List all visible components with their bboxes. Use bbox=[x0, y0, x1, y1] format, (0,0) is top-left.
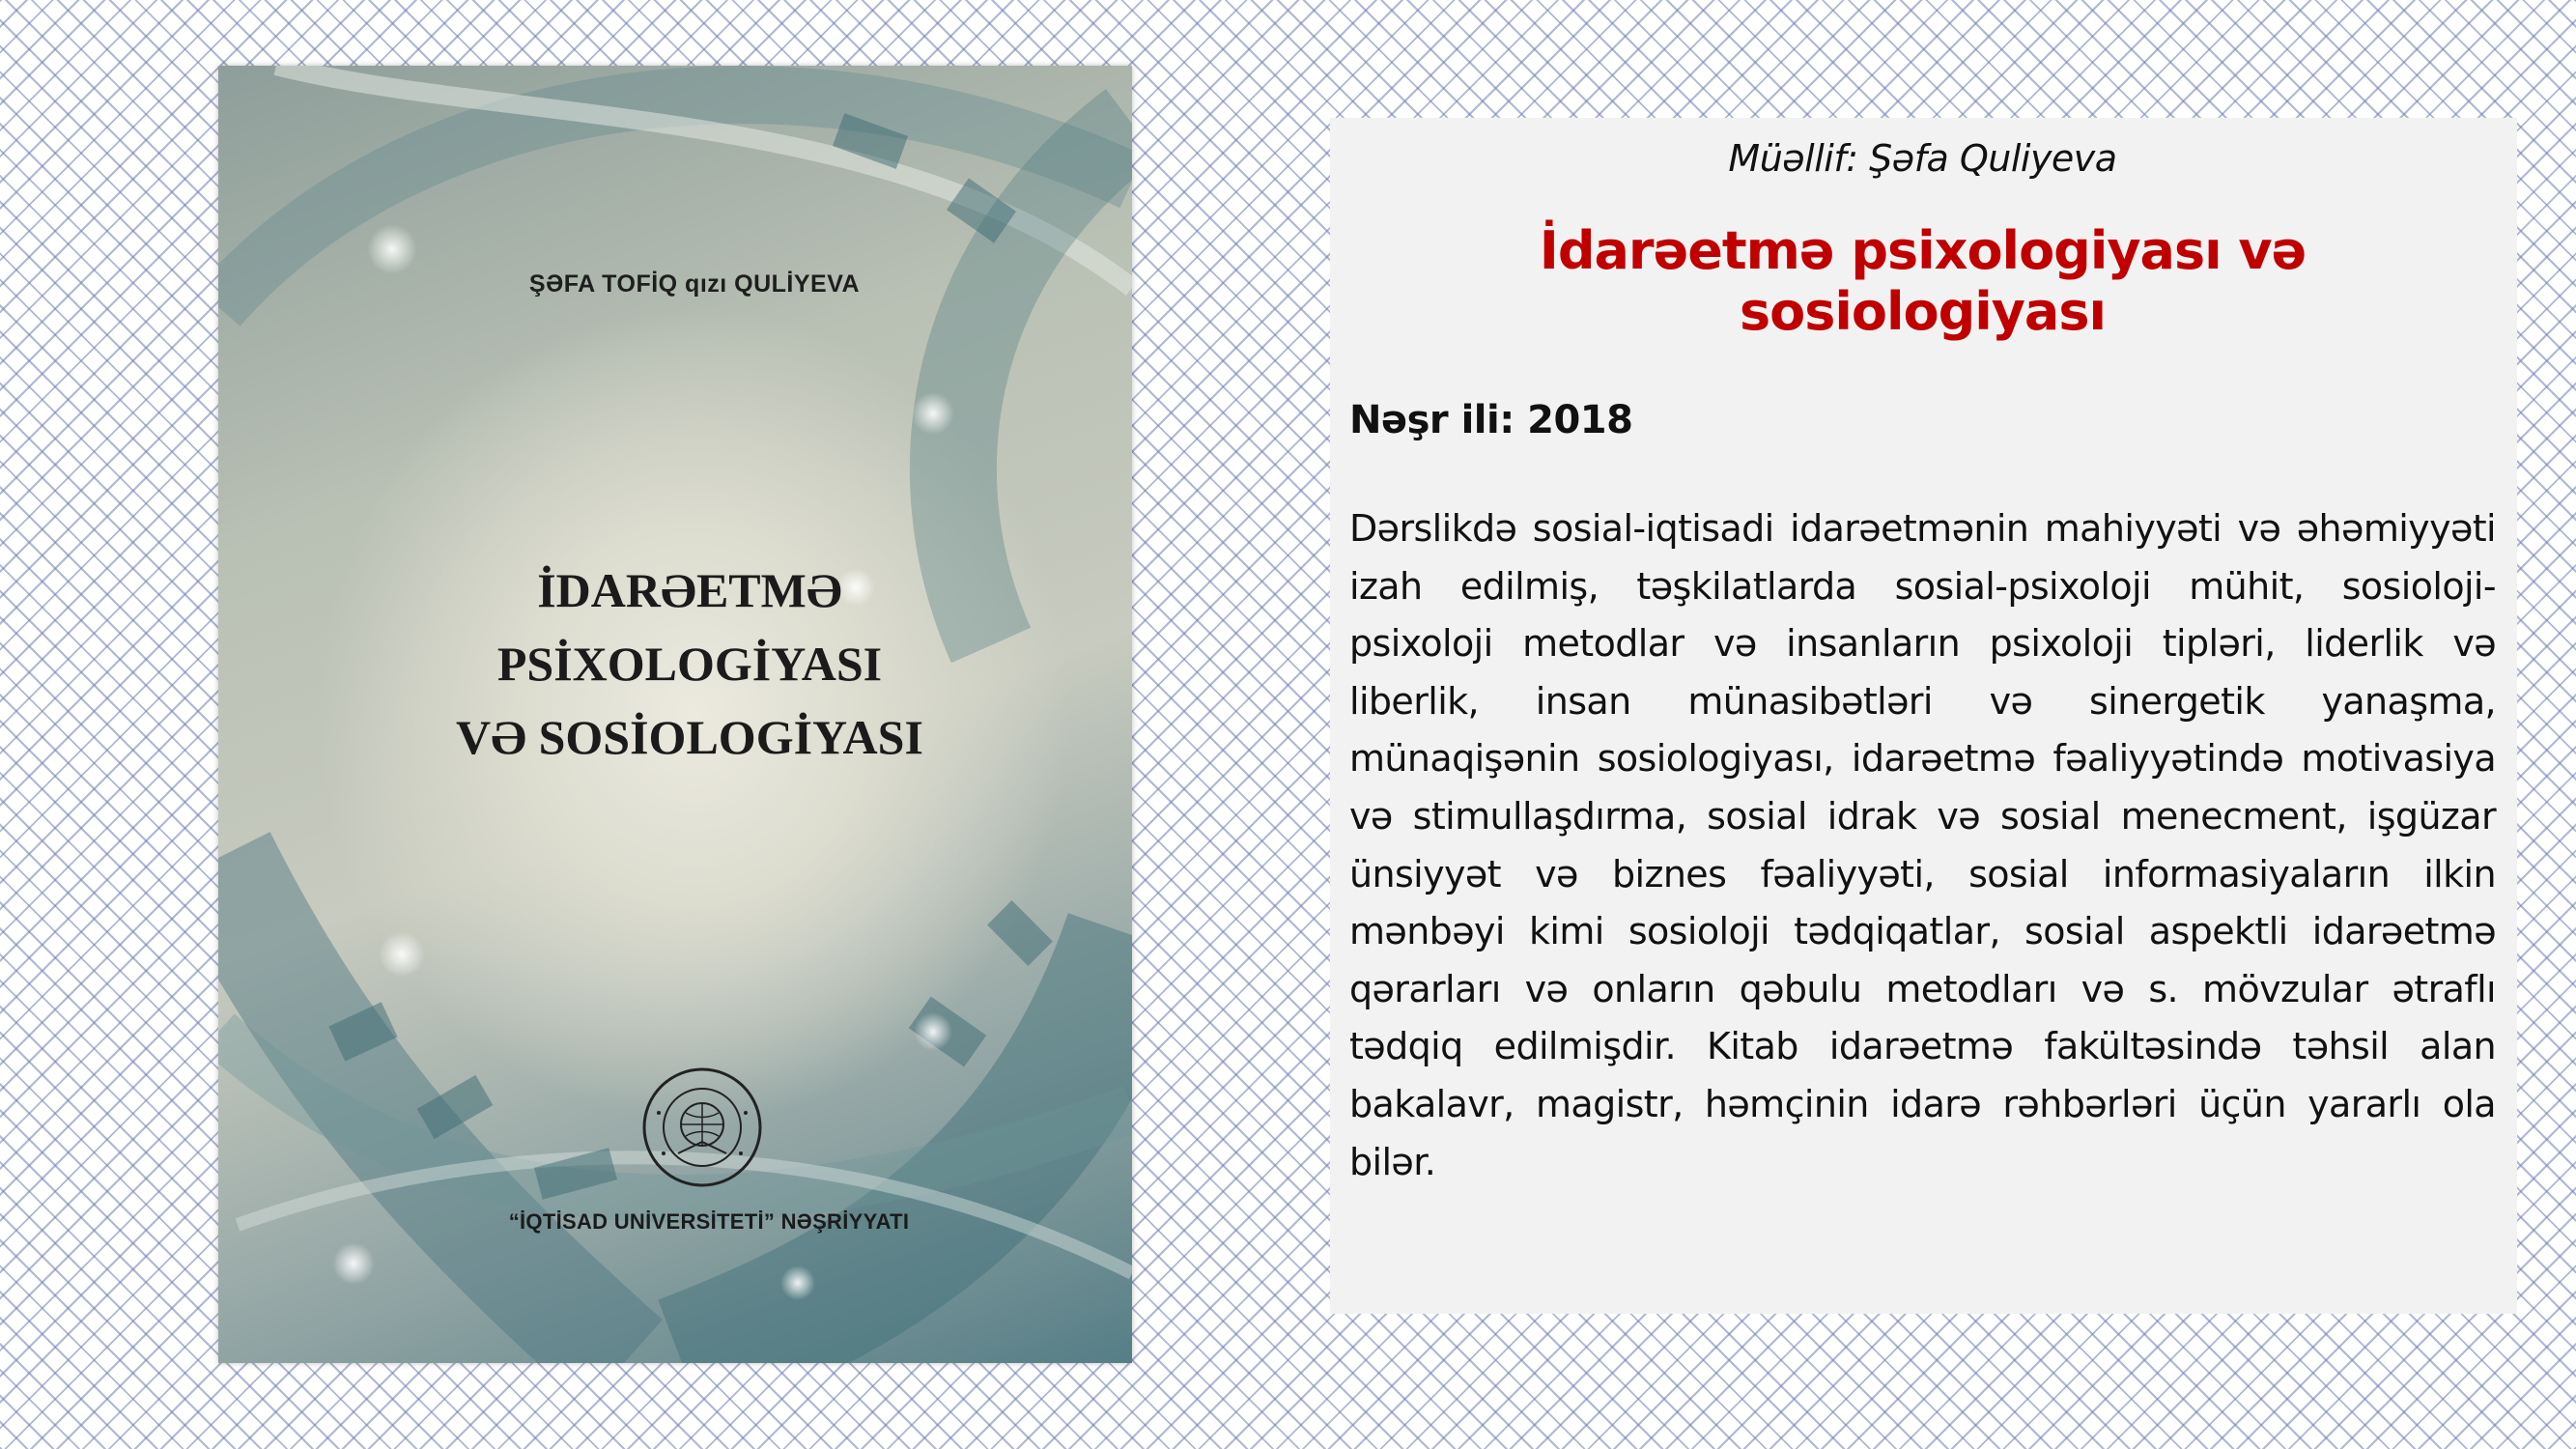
book-cover-image bbox=[218, 66, 1132, 1363]
cover-title bbox=[218, 554, 1132, 774]
cover-author: ŞƏFA TOFİQ qızı QULİYEVA bbox=[528, 270, 861, 298]
cover-title-line: VƏ SOSİOLOGİYASI bbox=[456, 710, 923, 764]
cover-title-line: İDARƏETMƏ bbox=[537, 563, 842, 617]
author-line: Müəllif: Şəfa Quliyeva bbox=[1728, 137, 2117, 180]
cover-publisher: “İQTİSAD UNİVERSİTETİ” NƏŞRİYYATI bbox=[508, 1209, 910, 1234]
cover-title-line: PSİXOLOGİYASI bbox=[496, 637, 883, 691]
book-info-panel bbox=[1330, 118, 2517, 1314]
publication-year: Nəşr ili: 2018 bbox=[1349, 398, 1633, 442]
book-description: Dərslikdə sosial-iqtisadi idarəetmənin mahiyyəti və əhəmiyyəti izah edilmiş, təşkilatlarda sosial-psixoloji mühit, sosioloji-psixoloji metodlar və insanların psixoloji tipləri, liderlik və liberlik, insan münasibətləri və sinergetik yanaşma, münaqişənin sosiologiyası, idarəetmə fəaliyyətində motivasiya və stimullaşdırma, sosial idrak və sosial menecment, işgüzar ünsiyyət və biznes fəaliyyəti, sosial informasiyaların ilkin mənbəyi kimi sosioloji tədqiqatlar, sosial aspektli idarəetmə qərarları və onların qəbulu metodları və s. mövzular ətraflı tədqiq edilmişdir. Kitab idarəetmə fakültəsində təhsil alan bakalavr, magistr, həmçinin idarə rəhbərləri üçün yararlı ola bilər. bbox=[1349, 507, 2496, 1183]
university-seal-logo bbox=[639, 1065, 765, 1190]
book-title: İdarəetmə psixologiyası və sosiologiyası bbox=[1539, 220, 2307, 342]
